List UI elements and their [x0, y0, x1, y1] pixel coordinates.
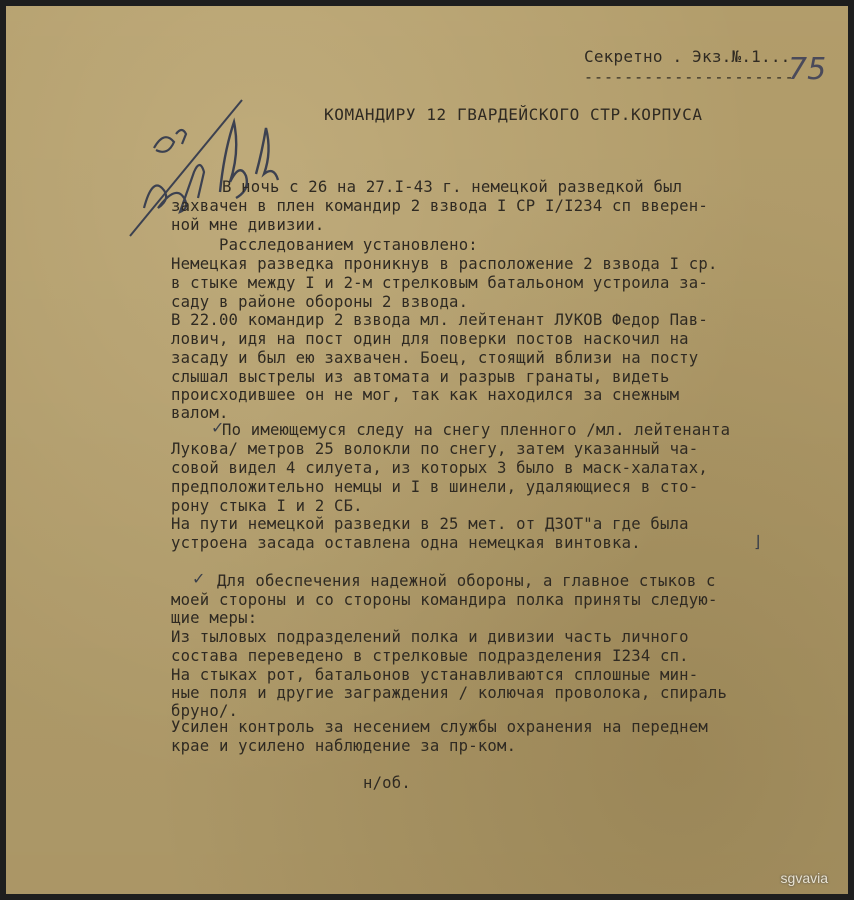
handwritten-copy-number: 75 — [788, 52, 827, 87]
body-line: щие меры: — [171, 609, 258, 627]
body-line: крае и усилено наблюдение за пр-ком. — [171, 737, 517, 755]
body-line: ные поля и другие заграждения / колючая проволока, спираль — [171, 684, 728, 702]
header-dashes: --------------------- — [584, 68, 795, 86]
document-page — [6, 6, 848, 894]
body-line: Немецкая разведка проникнув в расположение 2 взвода I ср. — [171, 255, 718, 273]
pencil-check-mark: ✓ — [192, 569, 206, 588]
secrecy-stamp: Секретно . Экз.№.1... — [584, 47, 791, 66]
pencil-check-mark: ✓ — [211, 418, 225, 437]
watermark: sgvavia — [780, 870, 828, 886]
body-line: засаду и был ею захвачен. Боец, стоящий вблизи на посту — [171, 349, 699, 367]
body-line: Для обеспечения надежной обороны, а главное стыков с — [217, 572, 716, 590]
body-line: В 22.00 командир 2 взвода мл. лейтенант ЛУКОВ Федор Пав- — [171, 311, 708, 329]
body-line: По имеющемуся следу на снегу пленного /мл. лейтенанта — [222, 421, 731, 439]
body-line: саду в районе обороны 2 взвода. — [171, 293, 469, 311]
body-line: ной мне дивизии. — [171, 216, 325, 234]
body-line: Расследованием установлено: — [219, 236, 478, 254]
body-line: слышал выстрелы из автомата и разрыв гранаты, видеть — [171, 368, 670, 386]
body-line: Из тыловых подразделений полка и дивизии часть личного — [171, 628, 689, 646]
body-line: состава переведено в стрелковые подразделения I234 сп. — [171, 647, 689, 665]
body-line: Усилен контроль за несением службы охранения на переднем — [171, 718, 708, 736]
body-line: В ночь с 26 на 27.I-43 г. немецкой разведкой был — [222, 178, 683, 196]
body-line: в стыке между I и 2-м стрелковым батальоном устроила за- — [171, 274, 708, 292]
body-line: устроена засада оставлена одна немецкая винтовка. — [171, 534, 641, 552]
body-line: На стыках рот, батальонов устанавливаются сплошные мин- — [171, 666, 699, 684]
body-line: предположительно немцы и I в шинели, удаляющиеся в сто- — [171, 478, 699, 496]
body-line: бруно/. — [171, 702, 239, 720]
body-line: валом. — [171, 404, 229, 422]
body-line: совой видел 4 силуета, из которых 3 было в маск-халатах, — [171, 459, 708, 477]
addressee-heading: КОМАНДИРУ 12 ГВАРДЕЙСКОГО СТР.КОРПУСА — [324, 105, 703, 124]
body-line: рону стыка I и 2 СБ. — [171, 497, 363, 515]
body-line: происходившее он не мог, так как находился за снежным — [171, 386, 680, 404]
pencil-bracket-mark: ⌋ — [754, 532, 761, 551]
body-line: На пути немецкой разведки в 25 мет. от ДЗОТ"а где была — [171, 515, 689, 533]
body-line: лович, идя на пост один для поверки постов наскочил на — [171, 330, 689, 348]
footer-abbreviation: н/об. — [363, 774, 411, 792]
body-line: Лукова/ метров 25 волокли по снегу, затем указанный ча- — [171, 440, 699, 458]
body-line: моей стороны и со стороны командира полка приняты следую- — [171, 591, 718, 609]
body-line: захвачен в плен командир 2 взвода I СР I/I234 сп вверен- — [171, 197, 708, 215]
